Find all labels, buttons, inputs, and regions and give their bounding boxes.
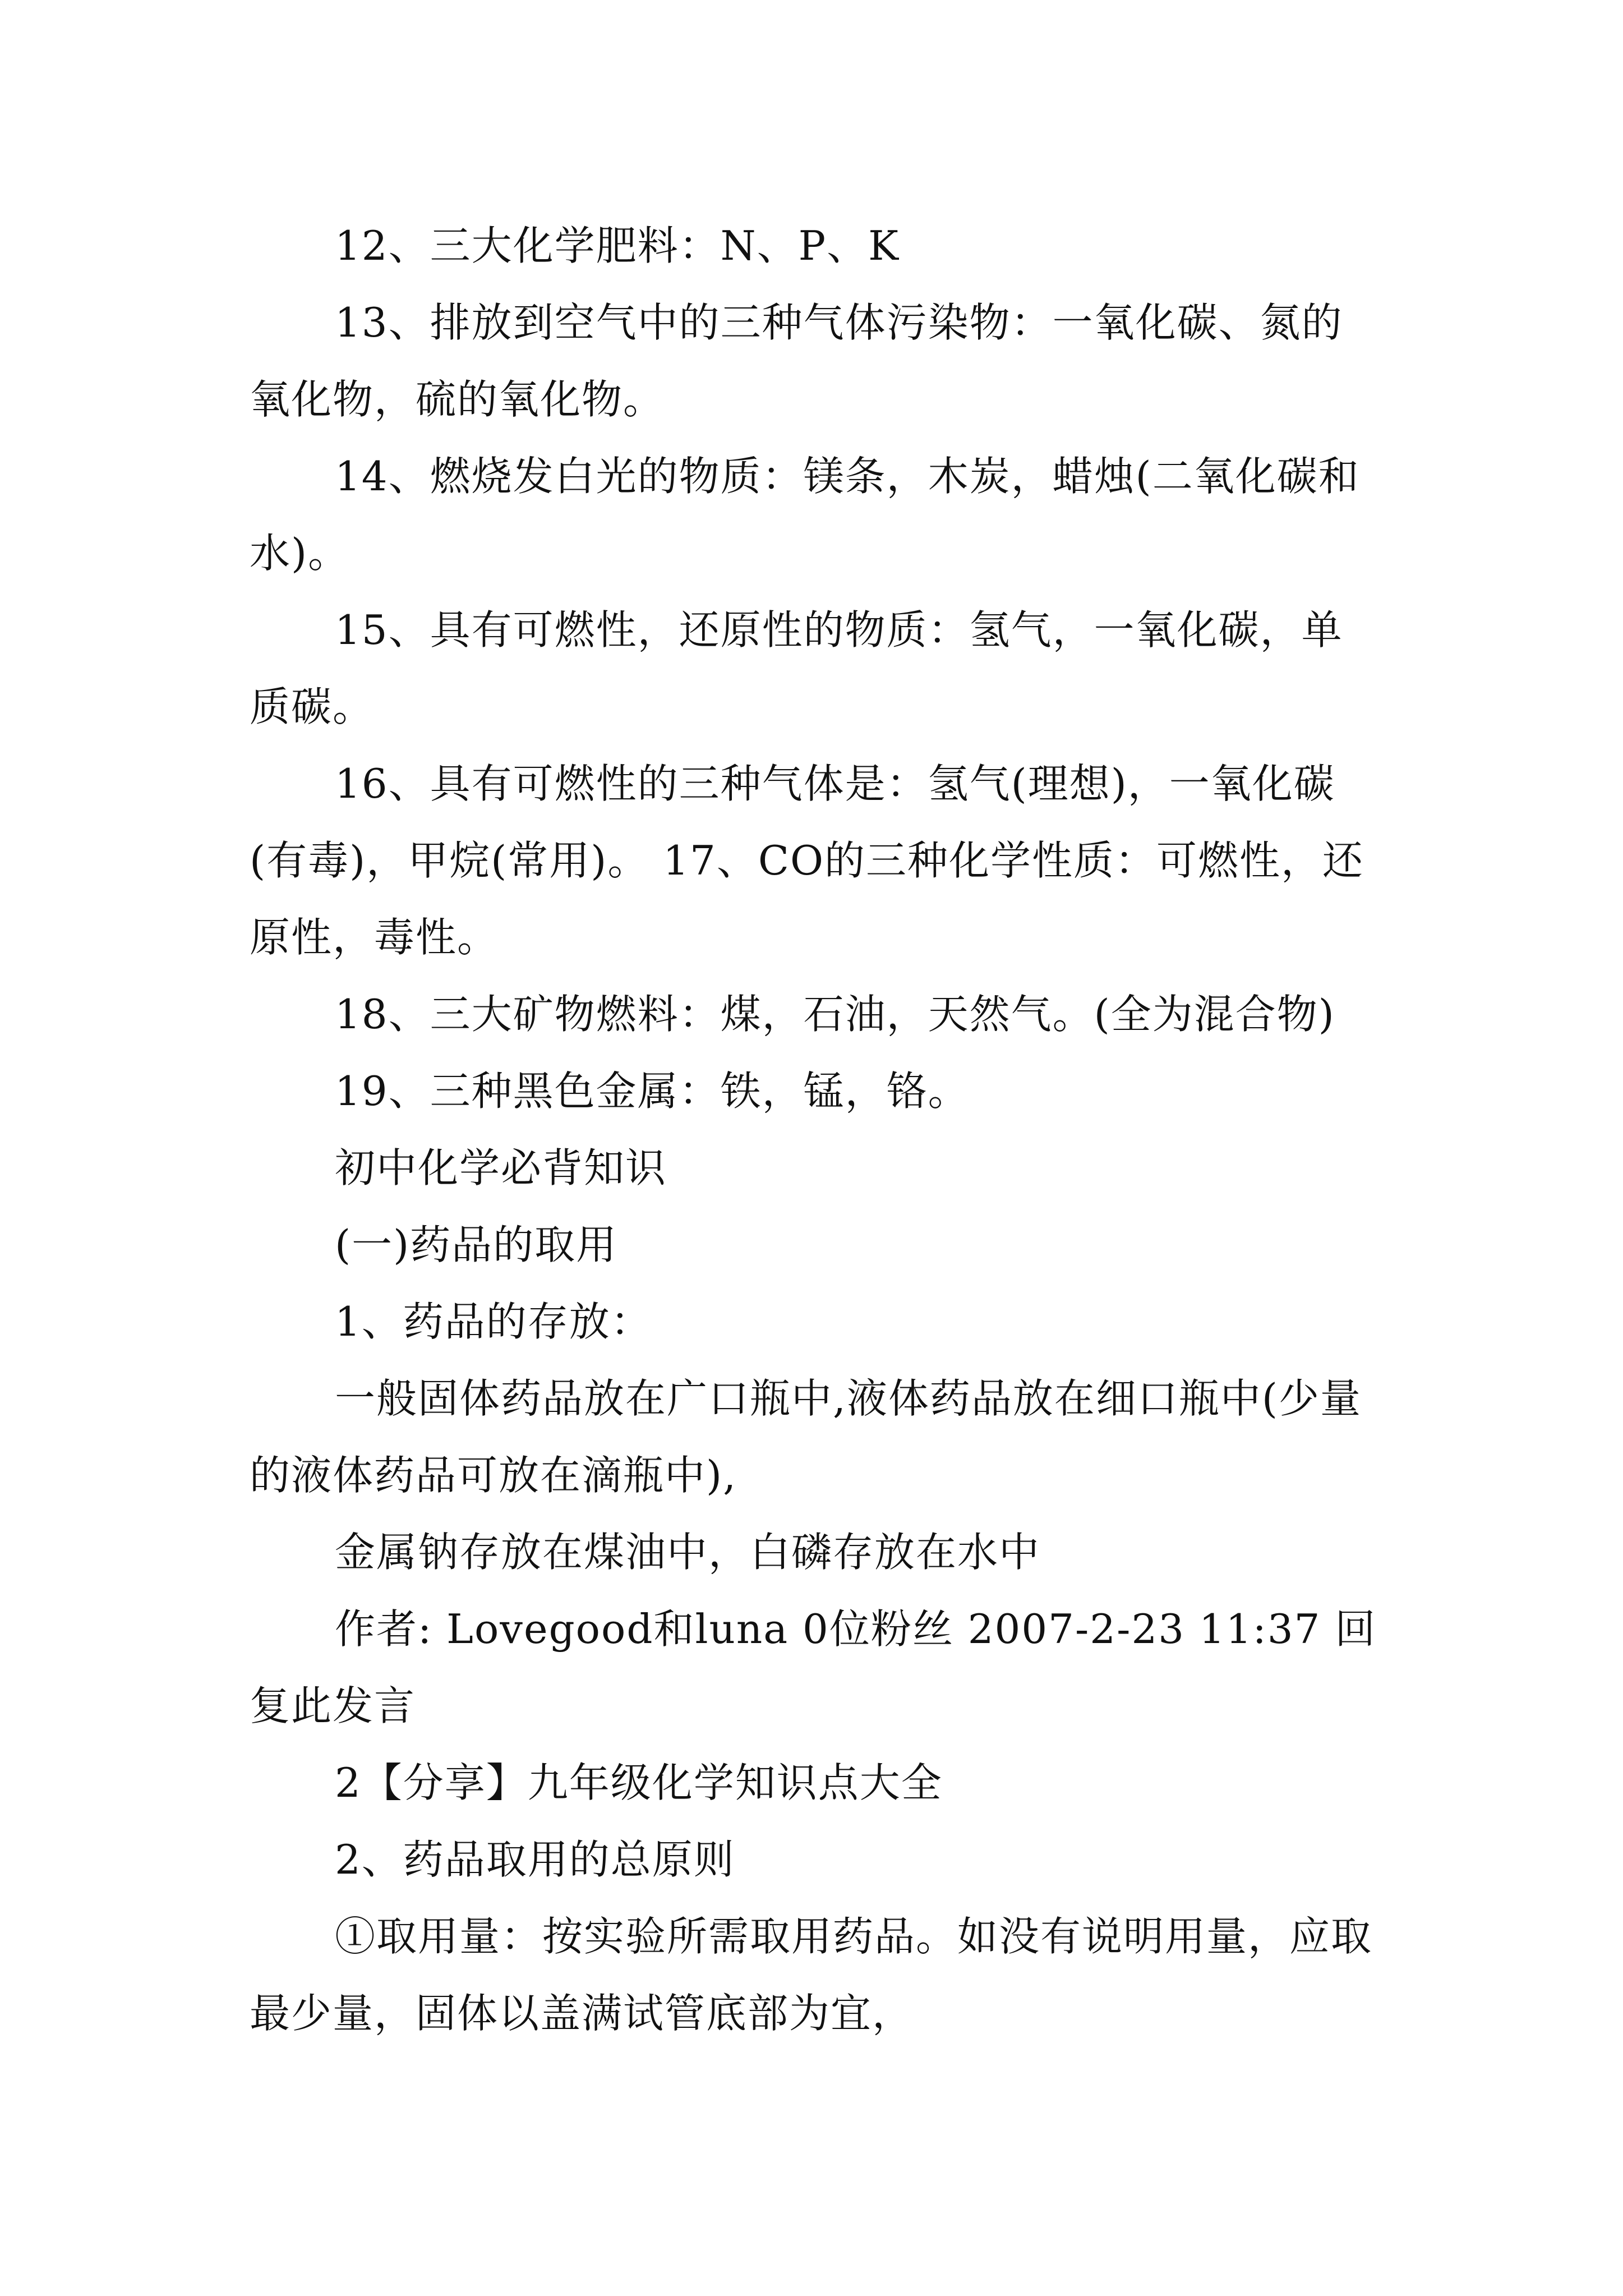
paragraph-reducing-substances: 15、具有可燃性，还原性的物质：氢气，一氧化碳，单质碳。 xyxy=(250,606,1343,730)
paragraph-dosage: ①取用量：按实验所需取用药品。如没有说明用量，应取最少量，固体以盖满试管底部为宜， xyxy=(250,1913,1373,2037)
paragraph-share-title: 2【分享】九年级化学知识点大全 xyxy=(335,1759,943,1806)
paragraph-fertilizers: 12、三大化学肥料：N、P、K xyxy=(335,222,900,269)
paragraph-storage-sodium: 金属钠存放在煤油中，白磷存放在水中 xyxy=(335,1529,1041,1576)
subsection-heading: (一)药品的取用 xyxy=(335,1221,618,1268)
paragraph-principles-title: 2、药品取用的总原则 xyxy=(335,1836,735,1883)
paragraph-storage-bottles: 一般固体药品放在广口瓶中,液体药品放在细口瓶中(少量的液体药品可放在滴瓶中), xyxy=(250,1375,1362,1499)
paragraph-author-line: 作者: Lovegood和luna 0位粉丝 2007-2-23 11:37 回复此发言 xyxy=(250,1605,1377,1729)
paragraph-air-pollutants: 13、排放到空气中的三种气体污染物：一氧化碳、氮的氧化物，硫的氧化物。 xyxy=(250,299,1343,423)
paragraph-white-light: 14、燃烧发白光的物质：镁条，木炭，蜡烛(二氧化碳和水)。 xyxy=(250,453,1360,577)
paragraph-storage-title: 1、药品的存放： xyxy=(335,1298,652,1345)
document-body xyxy=(250,208,1382,2052)
paragraph-fossil-fuels: 18、三大矿物燃料：煤，石油，天然气。(全为混合物) xyxy=(335,991,1335,1038)
section-heading: 初中化学必背知识 xyxy=(335,1144,667,1191)
paragraph-ferrous-metals: 19、三种黑色金属：铁，锰，铬。 xyxy=(335,1068,970,1115)
paragraph-flammable-gases: 16、具有可燃性的三种气体是：氢气(理想)，一氧化碳(有毒)，甲烷(常用)。 17、CO的三种化学性质：可燃性，还原性，毒性。 xyxy=(250,760,1364,961)
